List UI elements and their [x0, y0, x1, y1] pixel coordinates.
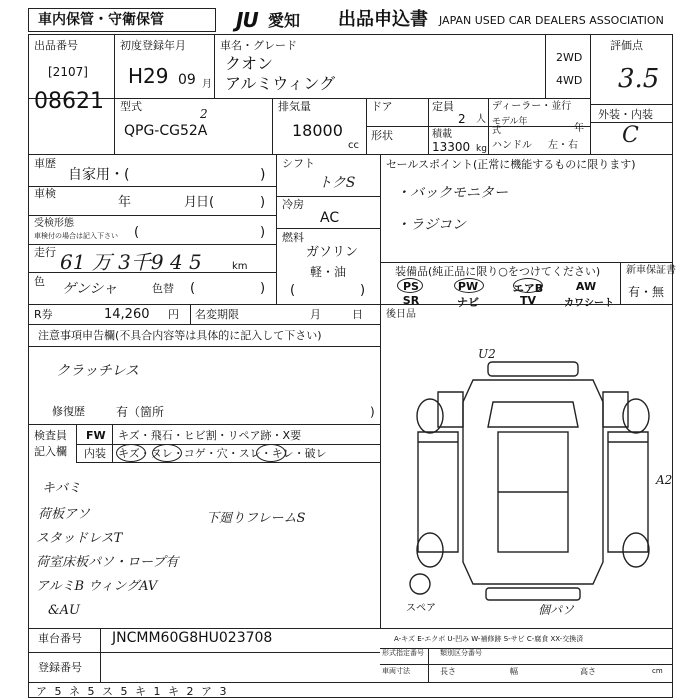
- notes-text: クラッチレス: [56, 363, 140, 379]
- fuel-label: 燃料: [282, 231, 304, 244]
- car-name-label: 車名・グレード: [220, 39, 297, 52]
- assoc-name: JAPAN USED CAR DEALERS ASSOCIATION: [439, 14, 664, 27]
- color-change-label: 色替: [152, 282, 174, 295]
- interior-grade-value: C: [622, 123, 639, 148]
- load-unit: kg: [476, 144, 487, 154]
- inspector-line-3: スタッドレスT: [36, 531, 123, 546]
- spare-label: スペア: [406, 603, 436, 614]
- reception-label: 受検形態: [34, 218, 74, 229]
- inspector-line-4: 荷室床板パソ・ロープ有: [36, 555, 179, 570]
- mileage-unit: km: [232, 261, 248, 272]
- rear-seat-label: 後日品: [386, 309, 416, 320]
- repair-close: ): [370, 405, 375, 419]
- inspection-year: 年: [118, 195, 132, 210]
- recycle-label: R券: [34, 308, 53, 321]
- inspector-label-2: 記入欄: [34, 445, 67, 458]
- equip-ps-circle: [397, 278, 423, 293]
- inspector-line-1: キバミ: [42, 481, 82, 496]
- color-open: (: [190, 281, 196, 296]
- storage-label: 車内保管・守衛保管: [38, 12, 164, 28]
- equipment-label: 装備品(純正品に限り○をつけてください): [395, 265, 601, 278]
- displacement-unit: cc: [348, 140, 359, 151]
- color-value: ゲンシャ: [62, 281, 118, 297]
- registration-month-unit: 月: [202, 79, 212, 90]
- car-grade: アルミウィング: [225, 74, 336, 93]
- dimension-unit: cm: [652, 667, 663, 675]
- grade-points-value: 3.5: [618, 64, 660, 94]
- ac-label: 冷房: [282, 198, 304, 211]
- displacement-label: 排気量: [278, 100, 311, 113]
- fuel-close: ): [360, 283, 366, 298]
- selling-point-2: ・ラジコン: [396, 217, 466, 233]
- history-value: 自家用・(: [68, 167, 130, 183]
- interior-check-label: 内装: [84, 447, 106, 460]
- shift-label: シフト: [282, 157, 315, 170]
- handle-label: ハンドル: [492, 140, 532, 151]
- inspection-close: ): [260, 195, 266, 210]
- dimension-width: 幅: [510, 667, 518, 676]
- chassis-label: 車台番号: [38, 632, 82, 645]
- equip-airbag: エアB: [512, 282, 544, 295]
- reception-sub: 車検付の場合は記入下さい: [34, 232, 118, 240]
- car-name: クオン: [225, 54, 274, 73]
- registration-number-label: 登録番号: [38, 661, 82, 674]
- shift-value: トクS: [318, 175, 356, 191]
- repair-label: 修復歴: [52, 405, 85, 418]
- vehicle-damage-diagram: [398, 352, 668, 607]
- equip-sr: SR: [402, 294, 420, 307]
- chassis-value: JNCMM60G8HU023708: [112, 630, 273, 646]
- equip-pw: PW: [457, 280, 479, 293]
- org-name: 愛知: [268, 11, 301, 30]
- history-close: ): [260, 167, 266, 183]
- capacity-label: 定員: [432, 100, 454, 113]
- listing-sub-number: [2107]: [48, 65, 88, 79]
- kizu-circle: [116, 444, 146, 462]
- dimension-length: 長さ: [440, 667, 456, 676]
- fuel-value: ガソリン: [306, 245, 359, 260]
- name-change-day: 日: [352, 308, 363, 321]
- fw-label: FW: [86, 429, 106, 442]
- listing-number-label: 出品番号: [34, 39, 78, 52]
- diagram-label-top: U2: [478, 347, 496, 361]
- load-label: 積載: [432, 129, 452, 140]
- sure-circle: [256, 444, 286, 462]
- model-year-unit: 年: [574, 123, 584, 134]
- drive-2wd: 2WD: [556, 51, 583, 64]
- equip-airbag-circle: [513, 278, 543, 293]
- fw-items: キズ・飛石・ヒビ割・リペア跡・X要: [118, 429, 302, 442]
- reception-open: (: [134, 225, 140, 240]
- equip-aw: AW: [575, 280, 597, 293]
- name-change-label: 名変期限: [195, 308, 239, 321]
- shape-label: 形状: [371, 129, 393, 142]
- diagram-label-side: A2: [656, 473, 673, 487]
- grade-points-label: 評価点: [610, 39, 643, 52]
- selling-points-label: セールスポイント(正常に機能するものに限ります): [386, 158, 636, 171]
- inspection-day: 日(: [196, 195, 215, 210]
- registration-label: 初度登録年月: [120, 39, 186, 52]
- registration-year: H29: [128, 64, 169, 88]
- color-close: ): [260, 281, 266, 296]
- inspection-label: 車検: [34, 187, 56, 200]
- inspector-line-2: 荷板アソ: [38, 507, 91, 522]
- nure-circle: [152, 444, 182, 462]
- equip-pw-circle: [454, 278, 484, 293]
- selling-point-1: ・バックモニター: [396, 185, 508, 201]
- model-label: 型式: [120, 100, 142, 113]
- drive-4wd: 4WD: [556, 74, 583, 87]
- form-title: 出品申込書: [338, 9, 428, 30]
- model-year-label: モデル年式: [492, 117, 528, 136]
- inspector-line-5: アルミB ウィングAV: [36, 579, 158, 594]
- ju-logo: JU: [236, 8, 258, 32]
- displacement-value: 18000: [292, 121, 343, 140]
- inspector-line-6: &AU: [48, 603, 80, 618]
- load-value: 13300: [432, 140, 471, 154]
- warranty-label: 新車保証書: [626, 265, 676, 276]
- mileage-label: 走行: [34, 246, 56, 259]
- mileage-value: 61 万 3千9 4 5: [60, 250, 202, 274]
- interior-check-items: キズ・ヌレ・コゲ・穴・スレ・キレ・破レ: [118, 447, 327, 460]
- equip-navi: ナビ: [457, 296, 479, 309]
- color-label: 色: [34, 275, 45, 288]
- diagram-label-bottom: 個パソ: [538, 603, 575, 617]
- dimension-header: 形式指定番号: [382, 649, 424, 657]
- inspector-label-1: 検査員: [34, 429, 67, 442]
- handle-value: 左・右: [548, 140, 578, 151]
- fuel-alt: 軽・油: [310, 265, 347, 279]
- fuel-open: (: [290, 283, 296, 298]
- capacity-value: 2: [458, 112, 466, 126]
- equip-ps: PS: [403, 280, 419, 293]
- equip-tv: TV: [519, 294, 537, 307]
- frame-note: 下廻りフレームS: [206, 511, 306, 526]
- model-correction: 2: [200, 107, 208, 121]
- warranty-value: 有・無: [628, 285, 665, 299]
- dimension-height: 高さ: [580, 667, 596, 676]
- history-label: 車歴: [34, 157, 56, 170]
- equip-leather-seat: カワシート: [564, 298, 614, 309]
- recycle-unit: 円: [168, 308, 179, 321]
- bottom-row: ア 5 ネ 5 ス 5 キ 1 キ 2 ア 3: [36, 685, 229, 698]
- capacity-unit: 人: [476, 114, 486, 125]
- exterior-interior-labels: 外装・内装: [598, 108, 653, 121]
- dimension-size-label: 車両寸法: [382, 667, 410, 675]
- notes-label: 注意事項申告欄(不具合内容等は具体的に記入して下さい): [38, 329, 322, 342]
- dimension-sub: 類別区分番号: [440, 649, 482, 657]
- listing-number: 08621: [34, 89, 104, 114]
- inspection-month: 月: [184, 195, 198, 210]
- name-change-month: 月: [310, 308, 321, 321]
- repair-value: 有（箇所: [116, 405, 165, 419]
- registration-month: 09: [178, 72, 196, 88]
- recycle-value: 14,260: [104, 307, 150, 322]
- diagram-legend: A-キズ E-エクボ U-凹み W-補修跡 S-サビ C-腐食 XX-交換済: [394, 635, 584, 643]
- model-value: QPG-CG52A: [124, 123, 208, 139]
- ac-value: AC: [320, 210, 340, 226]
- dealer-label: ディーラー・並行: [492, 101, 572, 112]
- door-label: ドア: [371, 100, 393, 113]
- reception-close: ): [260, 225, 266, 240]
